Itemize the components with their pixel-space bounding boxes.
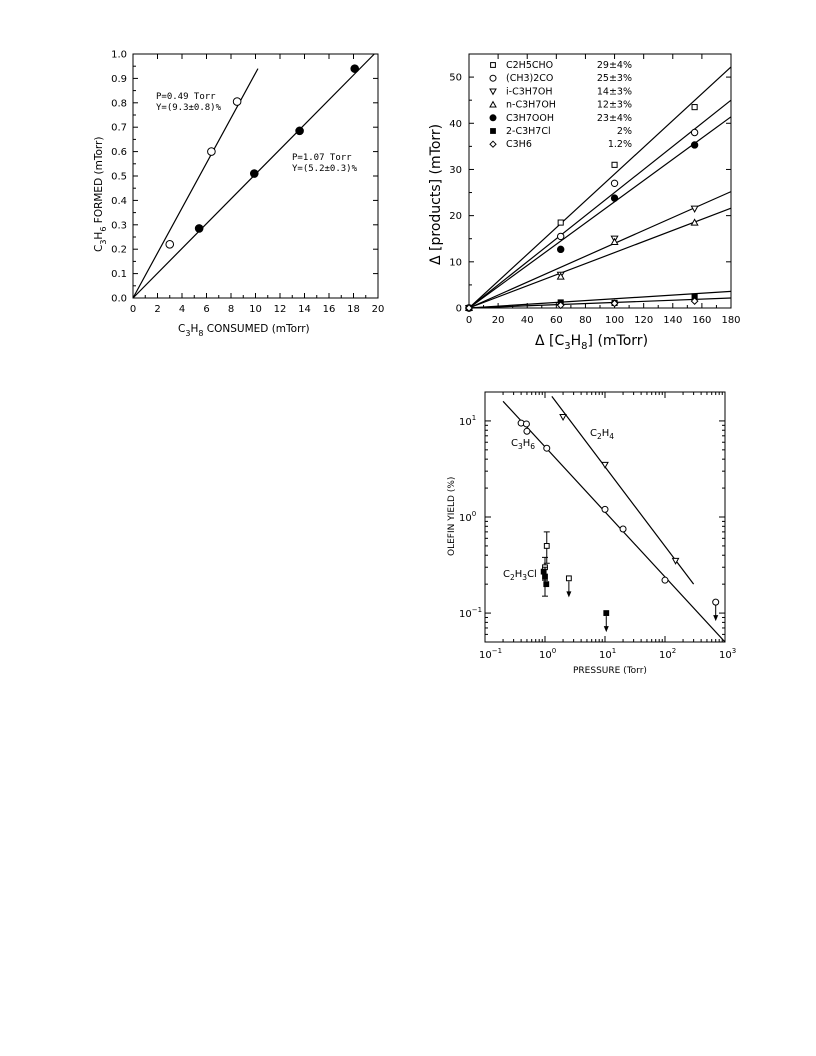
chart1-ylabel-h: H xyxy=(93,231,105,240)
chart-propylene-formed xyxy=(93,50,384,339)
chart1-annotation-2b: Y=(5.2±0.3)% xyxy=(292,164,358,174)
chart3-point-C2H4 xyxy=(560,415,566,420)
chart1-point-s1 xyxy=(208,148,216,156)
chart1-xtick-label: 18 xyxy=(347,304,360,315)
chart3-ytick-label: $10^{-1}$ xyxy=(459,606,483,621)
chart2-xtick-label: 100 xyxy=(605,315,625,326)
chart2-xtick-label: 140 xyxy=(663,315,683,326)
chart1-annotation-2a: P=1.07 Torr xyxy=(292,153,352,163)
chart1-point-s2 xyxy=(250,170,258,178)
chart2-legend-name: 2-C3H7Cl xyxy=(506,126,551,137)
chart3-ylabel: OLEFIN YIELD (%) xyxy=(447,476,457,556)
chart3-xtick-label: $10^3$ xyxy=(719,647,737,661)
chart1-xtick-label: 14 xyxy=(298,304,311,315)
chart1-xlabel-c: C xyxy=(178,323,186,335)
chart2-point-C3H7OOH xyxy=(691,142,697,148)
chart2-xtick-label: 80 xyxy=(579,315,592,326)
chart3-point-C3H6 xyxy=(620,526,626,532)
chart3-point-C2H3Cl-filled xyxy=(544,582,549,587)
chart1-ytick-label: 0.2 xyxy=(111,244,127,256)
chart3-upper-limit-C2H3Cl-filled xyxy=(604,611,609,616)
chart-olefin-yield xyxy=(447,392,736,676)
chart1-point-s2 xyxy=(296,127,304,135)
chart1-point-s1 xyxy=(166,241,174,249)
chart2-point-(CH3)2CO xyxy=(691,129,697,135)
chart1-xtick-label: 12 xyxy=(273,304,287,315)
chart2-xtick-label: 180 xyxy=(721,315,741,326)
chart2-legend-name: (CH3)2CO xyxy=(506,73,554,85)
chart3-xtick-label: $10^2$ xyxy=(659,647,677,661)
chart1-xtick-label: 16 xyxy=(322,304,336,315)
chart1-ytick-label: 0.7 xyxy=(111,122,127,134)
chart2-legend-value: 29±4% xyxy=(596,60,632,71)
chart3-point-C2H3Cl xyxy=(544,544,549,549)
chart1-annotation-1b: Y=(9.3±0.8)% xyxy=(156,103,222,113)
chart2-ytick-label: 40 xyxy=(449,118,462,130)
chart1-annotation-1a: P=0.49 Torr xyxy=(156,92,216,102)
chart1-ytick-label: 0.4 xyxy=(111,195,127,207)
chart2-xtick-label: 0 xyxy=(465,315,473,326)
chart2-legend-marker xyxy=(491,63,496,68)
chart1-ylabel-sub3: 3 xyxy=(99,239,108,245)
chart1-point-s2 xyxy=(195,225,203,233)
chart1-ylabel-rest: FORMED (mTorr) xyxy=(93,136,105,227)
chart3-upper-limit-arrowhead xyxy=(604,626,609,632)
chart1-ytick-label: 0.5 xyxy=(111,171,127,183)
chart2-legend-name: i-C3H7OH xyxy=(506,86,553,98)
chart1-ytick-label: 1.0 xyxy=(111,49,127,61)
chart1-xtick-label: 2 xyxy=(154,304,161,315)
chart1-xtick-label: 20 xyxy=(371,304,385,315)
chart3-point-C3H6 xyxy=(524,428,530,434)
chart-products xyxy=(428,54,741,352)
chart2-ytick-label: 50 xyxy=(449,72,462,84)
chart3-label-c2h4: $C_2H_4$ xyxy=(590,428,615,441)
chart2-legend-name: n-C3H7OH xyxy=(506,99,556,111)
chart2-fit-line-4 xyxy=(469,208,731,308)
chart2-legend-marker xyxy=(490,102,496,107)
chart2-point-n-C3H7OH xyxy=(611,239,617,245)
chart3-point-C3H6 xyxy=(544,445,550,451)
chart1-ylabel xyxy=(93,137,108,252)
chart1-xlabel-sub3: 3 xyxy=(185,329,191,338)
chart3-fit-line-C2H4 xyxy=(552,396,694,584)
chart2-point-C2H5CHO xyxy=(692,105,697,110)
chart2-legend-marker xyxy=(490,89,496,94)
chart3-xtick-label: $10^0$ xyxy=(539,647,557,661)
chart1-ytick-label: 0.3 xyxy=(111,220,127,232)
chart2-legend-name: C2H5CHO xyxy=(506,60,554,71)
chart2-legend-name: C3H6 xyxy=(506,139,532,151)
chart2-point-C3H7OOH xyxy=(611,195,617,201)
chart2-point-(CH3)2CO xyxy=(611,180,617,186)
chart2-legend-marker xyxy=(490,75,496,81)
chart3-ytick-label: $10^1$ xyxy=(459,413,477,428)
chart3-xlabel: PRESSURE (Torr) xyxy=(573,666,647,676)
chart1-ytick-label: 0.0 xyxy=(111,293,127,305)
chart1-ylabel-c: C xyxy=(93,244,105,252)
chart3-upper-limit-C2H3Cl xyxy=(566,576,571,581)
chart3-point-C2H3Cl-filled xyxy=(541,569,546,574)
chart3-xtick-label: $10^{-1}$ xyxy=(479,647,503,661)
chart2-xlabel: Δ $[C_3H_8]$ (mTorr) xyxy=(535,333,649,352)
chart2-ytick-label: 20 xyxy=(449,211,462,223)
chart2-legend xyxy=(490,60,632,150)
chart2-point-C2H5CHO xyxy=(558,220,563,225)
chart2-legend-value: 14±3% xyxy=(596,86,632,98)
chart3-upper-limit-arrowhead xyxy=(713,615,718,621)
chart2-xtick-label: 160 xyxy=(692,315,712,326)
chart2-legend-marker xyxy=(491,129,496,134)
chart2-ytick-label: 30 xyxy=(449,164,462,176)
chart1-xlabel-rest: CONSUMED (mTorr) xyxy=(203,323,310,335)
chart2-legend-marker xyxy=(490,141,496,147)
chart2-ytick-label: 10 xyxy=(449,257,462,269)
chart1-xtick-label: 10 xyxy=(249,304,262,315)
chart3-upper-limit-C3H6 xyxy=(713,599,719,605)
chart2-xtick-label: 120 xyxy=(634,315,654,326)
chart2-point-(CH3)2CO xyxy=(558,233,564,239)
chart2-point-n-C3H7OH xyxy=(691,219,697,225)
chart1-ytick-label: 0.6 xyxy=(111,147,127,159)
chart3-points xyxy=(518,415,719,633)
chart2-fit-line-3 xyxy=(469,192,731,308)
chart1-xtick-label: 6 xyxy=(203,304,210,315)
chart2-legend-value: 1.2% xyxy=(607,139,632,151)
chart1-xlabel-sub8: 8 xyxy=(198,329,204,338)
chart1-ytick-label: 0.9 xyxy=(111,73,127,85)
chart2-point-C2H5CHO xyxy=(612,162,617,167)
chart3-upper-limit-arrowhead xyxy=(566,591,571,597)
chart2-legend-value: 12±3% xyxy=(596,99,632,111)
chart2-legend-value: 25±3% xyxy=(596,73,632,85)
chart3-xtick-label: $10^1$ xyxy=(599,647,617,661)
chart3-point-C3H6 xyxy=(602,506,608,512)
chart2-legend-value: 2% xyxy=(616,126,632,137)
chart2-xtick-label: 20 xyxy=(491,315,505,326)
chart2-point-C3H7OOH xyxy=(558,246,564,252)
chart1-xlabel xyxy=(178,323,310,338)
chart2-xtick-label: 60 xyxy=(549,315,563,326)
chart3-label-c2h3cl: $C_2H_3Cl$ xyxy=(503,569,537,582)
chart2-xtick-label: 40 xyxy=(520,315,534,326)
chart2-legend-name: C3H7OOH xyxy=(506,112,554,124)
chart3-point-C3H6 xyxy=(523,421,529,427)
chart2-points xyxy=(466,105,698,312)
chart2-ytick-label: 0 xyxy=(455,303,462,315)
chart1-ylabel-sub6: 6 xyxy=(99,226,108,232)
chart1-point-s1 xyxy=(233,98,241,106)
chart1-xlabel-h: H xyxy=(190,323,199,335)
chart1-xtick-label: 0 xyxy=(129,304,137,315)
chart1-ytick-label: 0.1 xyxy=(111,269,127,281)
chart2-legend-marker xyxy=(490,115,496,121)
chart1-ytick-label: 0.8 xyxy=(111,98,127,110)
chart3-point-C3H6 xyxy=(662,577,668,583)
chart1-xtick-label: 4 xyxy=(178,304,186,315)
chart3-point-C2H4 xyxy=(602,462,608,467)
chart1-point-s2 xyxy=(351,65,359,73)
chart3-label-c3h6: $C_3H_6$ xyxy=(511,438,536,451)
chart1-xtick-label: 8 xyxy=(227,304,235,315)
chart2-legend-value: 23±4% xyxy=(596,112,632,124)
chart3-ytick-label: $10^0$ xyxy=(459,510,477,524)
chart2-ylabel: Δ [products] (mTorr) xyxy=(428,123,444,265)
chart3-point-C2H3Cl-filled xyxy=(543,574,548,579)
